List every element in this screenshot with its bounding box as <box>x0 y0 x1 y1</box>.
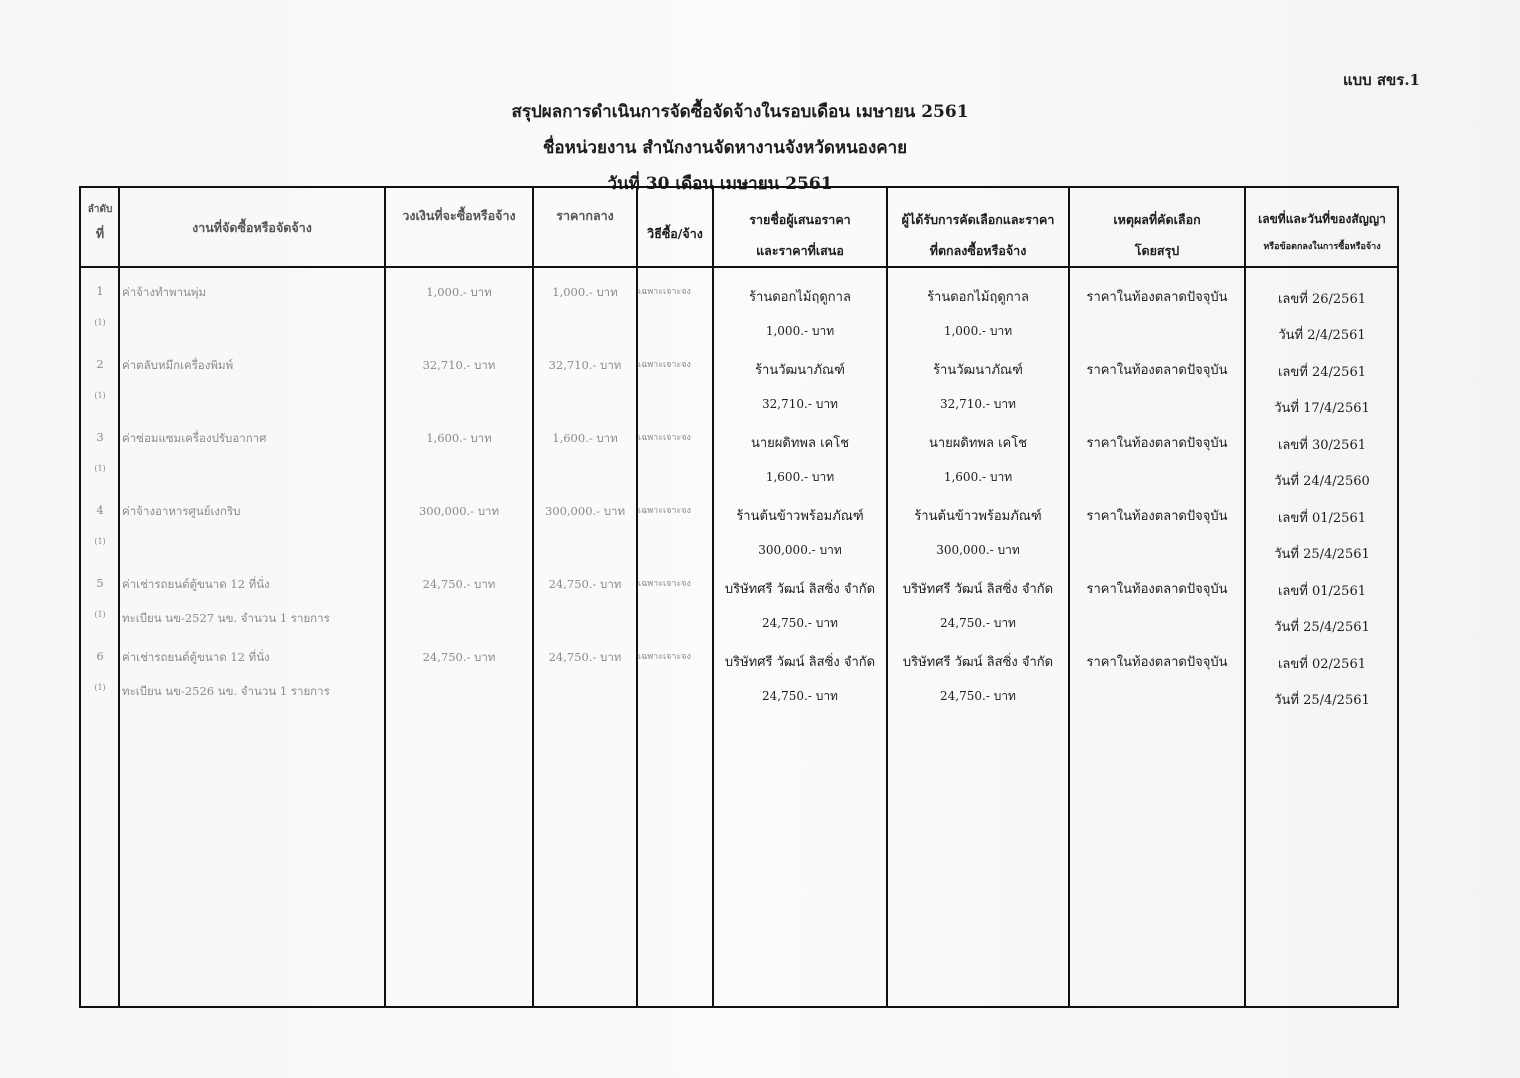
cell-item1: ค่าเช่ารถยนต์ตู้ขนาด 12 ที่นั่ง <box>122 650 270 664</box>
cell-median: 24,750.- บาท <box>548 577 622 591</box>
cell-bidder: ร้านต้นข้าวพร้อมภัณฑ์ <box>736 509 864 524</box>
cell-item2: ทะเบียน นข-2526 นข. จำนวน 1 รายการ <box>122 684 330 698</box>
cell-method: เฉพาะเจาะจง <box>638 433 691 443</box>
cell-method: เฉพาะเจาะจง <box>638 579 691 589</box>
cell-method: เฉพาะเจาะจง <box>638 506 691 516</box>
cell-no: 4 <box>96 503 104 517</box>
cell-bid-price: 24,750.- บาท <box>762 689 838 703</box>
cell-contract-date: วันที่ 24/4/2560 <box>1274 474 1370 489</box>
header-bidders <box>714 212 886 258</box>
cell-bidder: บริษัทศรี วัฒน์ ลิสซิ่ง จำกัด <box>724 655 876 670</box>
cell-method: เฉพาะเจาะจง <box>638 652 691 662</box>
cell-item2: ทะเบียน นข-2527 นข. จำนวน 1 รายการ <box>122 611 330 625</box>
cell-bidder: ร้านดอกไม้ฤดูกาล <box>749 290 851 305</box>
header-no-line1: ลำดับ <box>87 204 113 215</box>
header-bidders-line1: รายชื่อผู้เสนอราคา <box>749 212 851 227</box>
cell-reason: ราคาในท้องตลาดปัจจุบัน <box>1086 582 1228 597</box>
cell-contract-no: เลขที่ 01/2561 <box>1277 584 1366 599</box>
header-no-line2: ที่ <box>95 226 105 241</box>
cell-budget: 32,710.- บาท <box>422 358 496 372</box>
cell-winner: บริษัทศรี วัฒน์ ลิสซิ่ง จำกัด <box>902 655 1054 670</box>
cell-median: 1,600.- บาท <box>552 431 618 445</box>
cell-bid-price: 1,000.- บาท <box>765 324 835 338</box>
header-item: งานที่จัดซื้อหรือจัดจ้าง <box>192 220 312 235</box>
header-reason-line1: เหตุผลที่คัดเลือก <box>1113 212 1201 227</box>
cell-budget: 24,750.- บาท <box>422 577 496 591</box>
cell-code: (1) <box>94 610 106 619</box>
cell-winner: ร้านดอกไม้ฤดูกาล <box>927 290 1029 305</box>
header-selected <box>888 212 1068 258</box>
cell-budget: 300,000.- บาท <box>418 504 500 518</box>
header-divider <box>80 266 1398 268</box>
cell-winner: บริษัทศรี วัฒน์ ลิสซิ่ง จำกัด <box>902 582 1054 597</box>
header-selected-line2: ที่ตกลงซื้อหรือจ้าง <box>929 243 1027 258</box>
cell-bid-price: 300,000.- บาท <box>758 543 842 557</box>
header-contract <box>1246 212 1398 253</box>
cell-contract-date: วันที่ 17/4/2561 <box>1274 401 1370 416</box>
cell-win-price: 24,750.- บาท <box>940 689 1016 703</box>
header-no <box>82 204 118 241</box>
cell-budget: 24,750.- บาท <box>422 650 496 664</box>
cell-winner: ร้านต้นข้าวพร้อมภัณฑ์ <box>914 509 1042 524</box>
agency-name: ชื่อหน่วยงาน สำนักงานจัดหางานจังหวัดหนองคาย <box>542 138 908 158</box>
cell-contract-date: วันที่ 25/4/2561 <box>1274 547 1370 562</box>
cell-contract-no: เลขที่ 02/2561 <box>1277 657 1366 672</box>
cell-winner: ร้านวัฒนาภัณฑ์ <box>933 363 1023 378</box>
cell-bid-price: 32,710.- บาท <box>762 397 838 411</box>
header-reason <box>1070 212 1244 258</box>
cell-contract-date: วันที่ 25/4/2561 <box>1274 620 1370 635</box>
cell-contract-no: เลขที่ 24/2561 <box>1277 365 1366 380</box>
cell-median: 1,000.- บาท <box>552 285 618 299</box>
column-divider <box>118 186 120 1006</box>
column-divider <box>636 186 638 1006</box>
header-budget: วงเงินที่จะซื้อหรือจ้าง <box>402 208 516 223</box>
cell-median: 300,000.- บาท <box>544 504 626 518</box>
report-date: วันที่ 30 เดือน เมษายน 2561 <box>607 174 833 194</box>
cell-contract-no: เลขที่ 30/2561 <box>1277 438 1366 453</box>
header-selected-line1: ผู้ได้รับการคัดเลือกและราคา <box>901 212 1055 227</box>
cell-item1: ค่าจ้างทำพานพุ่ม <box>122 285 207 299</box>
cell-method: เฉพาะเจาะจง <box>638 287 691 297</box>
cell-method: เฉพาะเจาะจง <box>638 360 691 370</box>
cell-no: 5 <box>96 576 104 590</box>
cell-win-price: 1,600.- บาท <box>943 470 1013 484</box>
cell-reason: ราคาในท้องตลาดปัจจุบัน <box>1086 509 1228 524</box>
form-code: แบบ สขร.1 <box>1342 71 1420 89</box>
cell-median: 24,750.- บาท <box>548 650 622 664</box>
cell-item1: ค่าจ้างอาหารศูนย์เงกริบ <box>122 504 241 518</box>
cell-budget: 1,000.- บาท <box>426 285 492 299</box>
cell-no: 6 <box>96 649 104 663</box>
cell-bid-price: 1,600.- บาท <box>765 470 835 484</box>
cell-reason: ราคาในท้องตลาดปัจจุบัน <box>1086 290 1228 305</box>
cell-budget: 1,600.- บาท <box>426 431 492 445</box>
cell-bidder: ร้านวัฒนาภัณฑ์ <box>755 363 845 378</box>
cell-reason: ราคาในท้องตลาดปัจจุบัน <box>1086 436 1228 451</box>
cell-code: (1) <box>94 318 106 327</box>
cell-no: 1 <box>96 284 104 298</box>
cell-bidder: นายผดิทพล เคโช <box>750 436 850 451</box>
cell-code: (1) <box>94 391 106 400</box>
header-contract-line1: เลขที่และวันที่ของสัญญา <box>1258 212 1386 226</box>
cell-code: (1) <box>94 537 106 546</box>
cell-median: 32,710.- บาท <box>548 358 622 372</box>
cell-no: 2 <box>96 357 104 371</box>
cell-contract-no: เลขที่ 01/2561 <box>1277 511 1366 526</box>
header-reason-line2: โดยสรุป <box>1134 243 1180 258</box>
cell-win-price: 32,710.- บาท <box>940 397 1016 411</box>
cell-winner: นายผดิทพล เคโช <box>928 436 1028 451</box>
header-contract-line2: หรือข้อตกลงในการซื้อหรือจ้าง <box>1263 242 1381 253</box>
column-divider <box>532 186 534 1006</box>
cell-win-price: 1,000.- บาท <box>943 324 1013 338</box>
cell-contract-date: วันที่ 2/4/2561 <box>1278 328 1366 343</box>
column-divider <box>384 186 386 1006</box>
cell-bid-price: 24,750.- บาท <box>762 616 838 630</box>
cell-win-price: 24,750.- บาท <box>940 616 1016 630</box>
header-method: วิธีซื้อ/จ้าง <box>647 226 703 241</box>
header-median-price: ราคากลาง <box>556 208 614 223</box>
cell-item1: ค่าซ่อมแซมเครื่องปรับอากาศ <box>122 431 267 445</box>
cell-item1: ค่าเช่ารถยนต์ตู้ขนาด 12 ที่นั่ง <box>122 577 270 591</box>
document-title: สรุปผลการดำเนินการจัดซื้อจัดจ้างในรอบเดือน เมษายน 2561 <box>511 102 969 122</box>
header-bidders-line2: และราคาที่เสนอ <box>756 243 844 258</box>
cell-no: 3 <box>96 430 104 444</box>
cell-contract-no: เลขที่ 26/2561 <box>1277 292 1366 307</box>
cell-win-price: 300,000.- บาท <box>936 543 1020 557</box>
cell-reason: ราคาในท้องตลาดปัจจุบัน <box>1086 655 1228 670</box>
cell-item1: ค่าตลับหมึกเครื่องพิมพ์ <box>122 358 234 372</box>
cell-bidder: บริษัทศรี วัฒน์ ลิสซิ่ง จำกัด <box>724 582 876 597</box>
cell-contract-date: วันที่ 25/4/2561 <box>1274 693 1370 708</box>
cell-code: (1) <box>94 464 106 473</box>
cell-code: (1) <box>94 683 106 692</box>
cell-reason: ราคาในท้องตลาดปัจจุบัน <box>1086 363 1228 378</box>
